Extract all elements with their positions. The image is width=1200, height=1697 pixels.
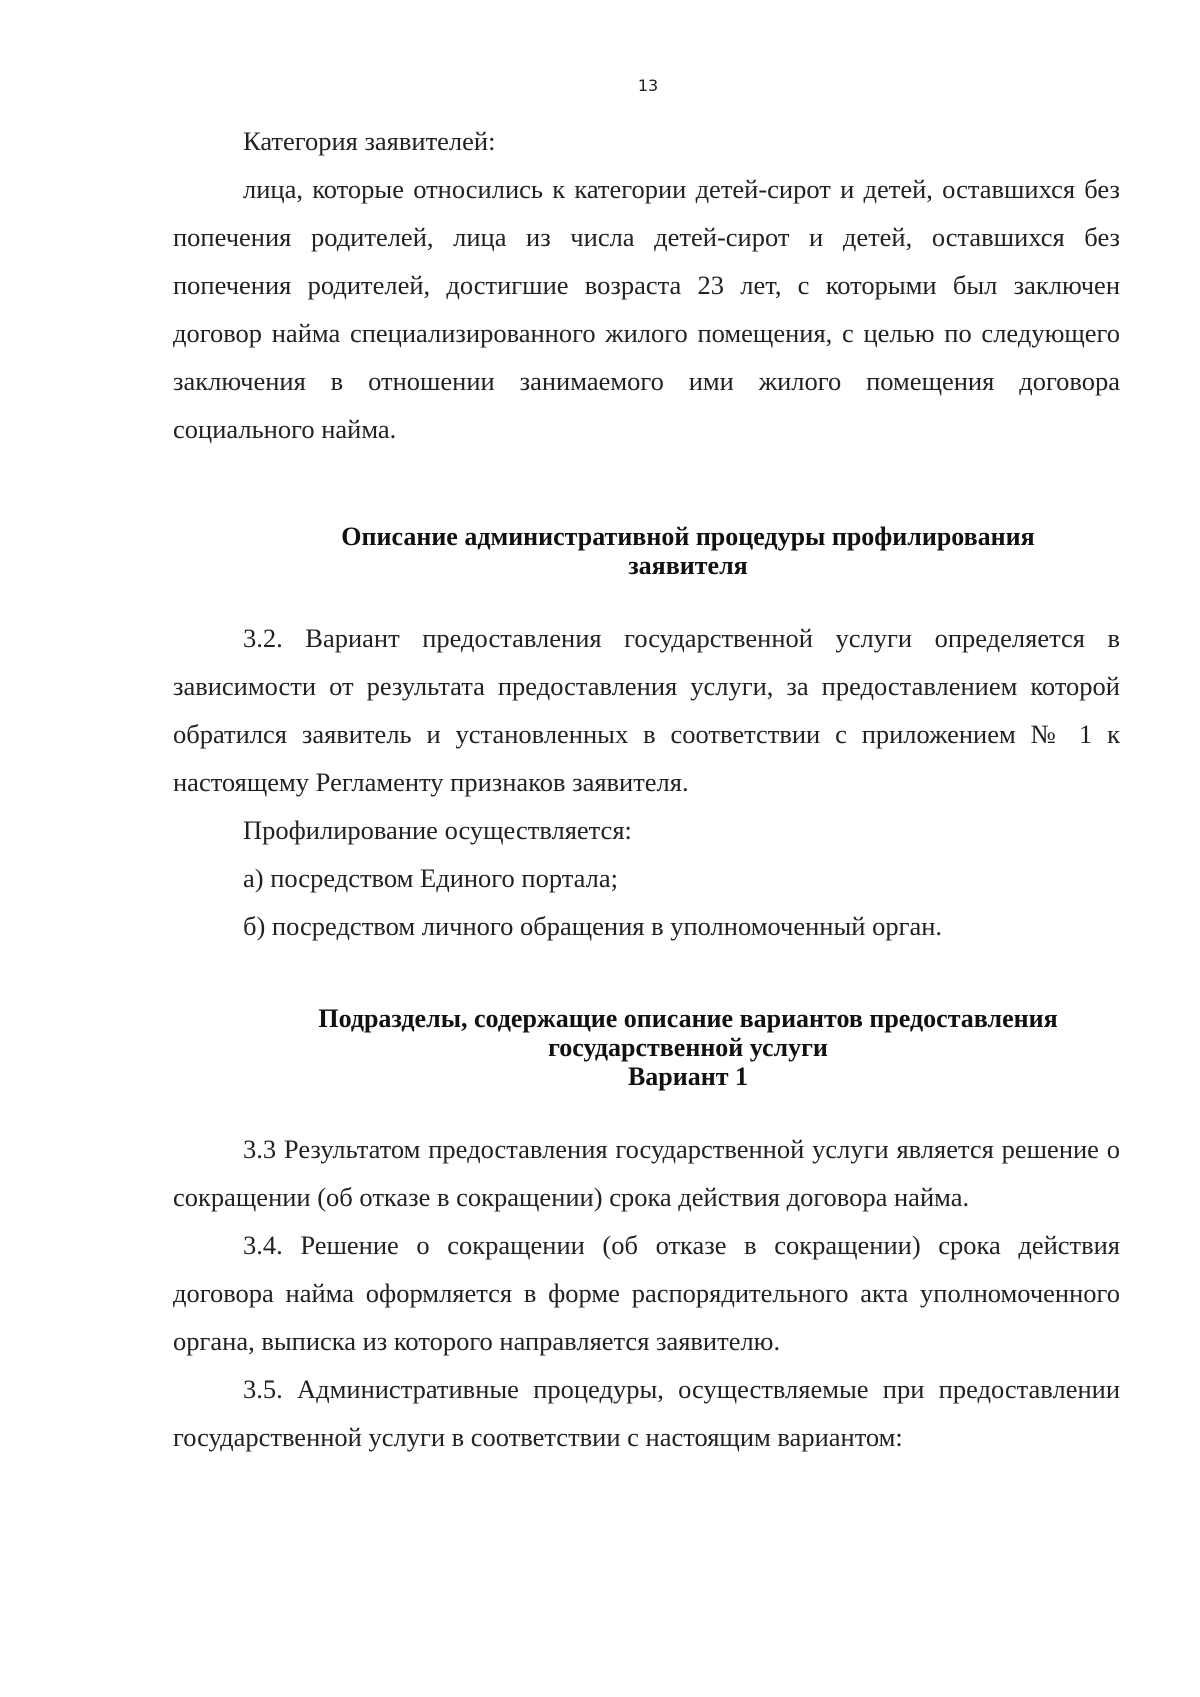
- paragraph-3-3: 3.3 Результатом предоставления государственной услуги является решение о сокращении (об отказе в сокращении) срока действия договора найма.: [173, 1134, 1120, 1212]
- section-heading-variants-line1: Подразделы, содержащие описание вариантов предоставления: [318, 1004, 1058, 1033]
- variant1-block: [173, 1125, 1120, 1461]
- section-heading-profiling-line1: Описание административной процедуры профилирования: [341, 522, 1035, 551]
- paragraph-3-4: 3.4. Решение о сокращении (об отказе в сокращении) срока действия договора найма оформляется в форме распорядительного акта уполномоченного органа, выписка из которого направляется заявителю.: [173, 1230, 1120, 1356]
- section-heading-profiling: [173, 522, 1200, 580]
- profiling-item-b: б) посредством личного обращения в уполномоченный орган.: [243, 911, 943, 941]
- applicant-category-block: [173, 117, 1120, 453]
- profiling-block: [173, 614, 1120, 950]
- paragraph-3-2: 3.2. Вариант предоставления государственной услуги определяется в зависимости от результата предоставления услуги, за предоставлением которой обратился заявитель и установленных в соответствии с приложением № 1 к настоящему Регламенту признаков заявителя.: [173, 623, 1120, 797]
- applicant-category-label: Категория заявителей:: [243, 126, 496, 156]
- profiling-label: Профилирование осуществляется:: [243, 815, 632, 845]
- profiling-item-a: а) посредством Единого портала;: [243, 863, 618, 893]
- page-number: 13: [637, 76, 659, 95]
- section-heading-profiling-line2: заявителя: [628, 551, 748, 580]
- section-heading-variants: [173, 1004, 1200, 1091]
- section-heading-variants-line3: Вариант 1: [627, 1062, 749, 1091]
- applicant-category-paragraph: лица, которые относились к категории детей-сирот и детей, оставшихся без попечения родителей, лица из числа детей-сирот и детей, оставшихся без попечения родителей, достигшие возраста 23 лет, с которыми был заключен договор найма специализированного жилого помещения, с целью по следующего заключения в отношении занимаемого ими жилого помещения договора социального найма.: [173, 174, 1120, 444]
- paragraph-3-5: 3.5. Административные процедуры, осуществляемые при предоставлении государственной услуги в соответствии с настоящим вариантом:: [173, 1374, 1120, 1452]
- section-heading-variants-line2: государственной услуги: [548, 1033, 828, 1062]
